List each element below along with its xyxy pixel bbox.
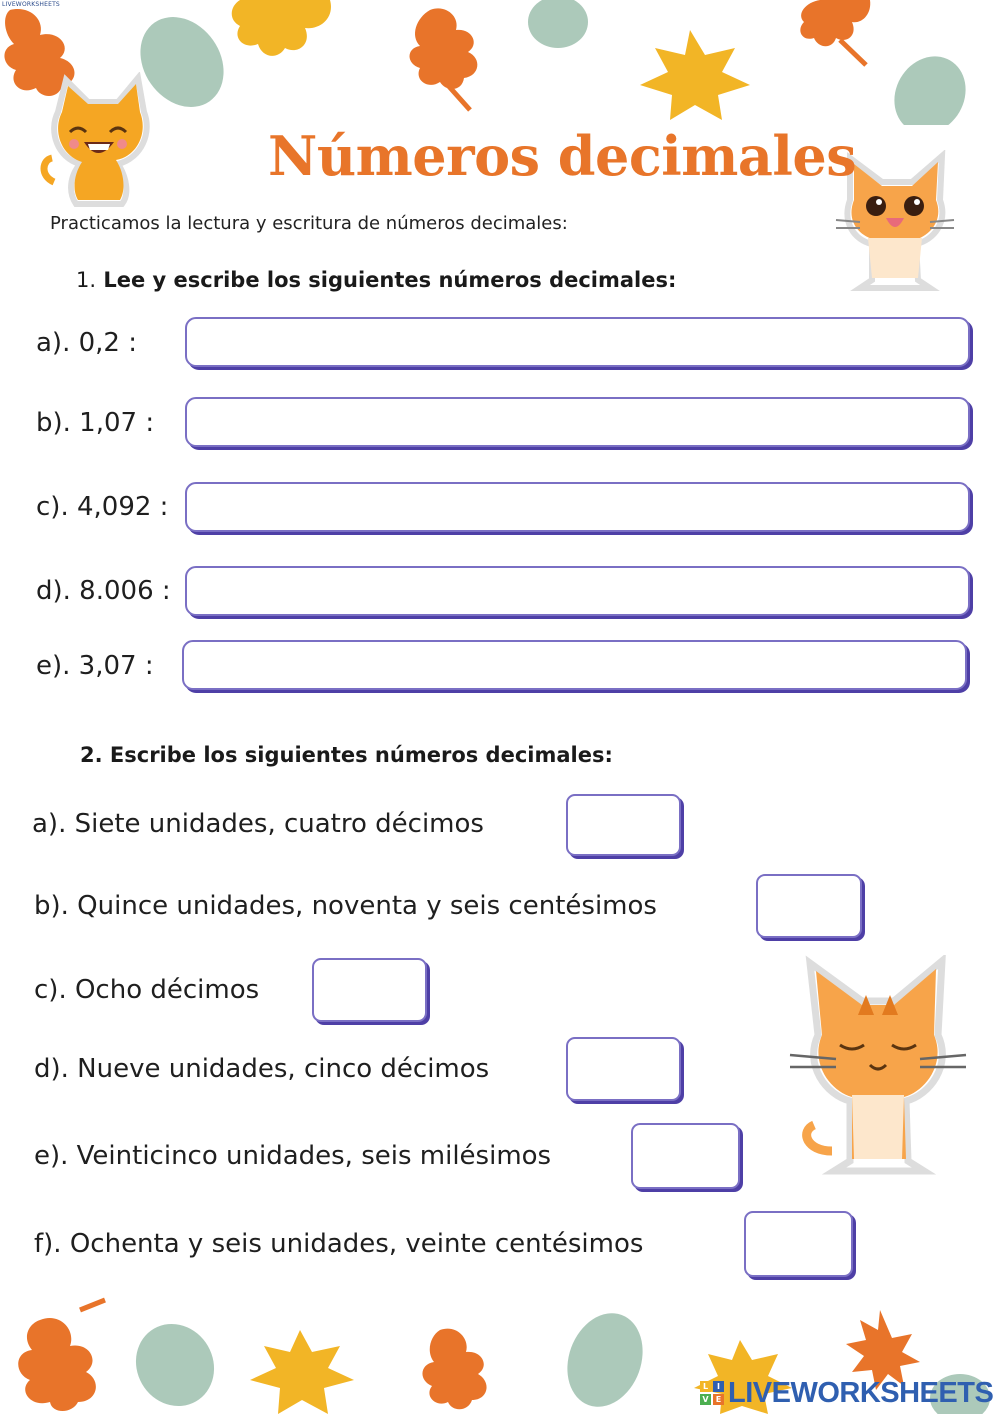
section-1-label-b: b). 1,07 : xyxy=(36,408,155,438)
section-1-answer-box-e[interactable] xyxy=(182,640,967,690)
liveworksheets-logo-icon: L I V E xyxy=(700,1381,724,1405)
section-2-label-e: e). Veinticinco unidades, seis milésimos xyxy=(34,1141,552,1171)
section-1-answer-box-b[interactable] xyxy=(185,397,970,447)
section-2-answer-box-e[interactable] xyxy=(631,1123,740,1189)
section-2-answer-box-d[interactable] xyxy=(566,1037,681,1101)
section-2-heading: 2. Escribe los siguientes números decimales: xyxy=(80,743,613,767)
section-2-label-d: d). Nueve unidades, cinco décimos xyxy=(34,1054,490,1084)
section-2-label-b: b). Quince unidades, noventa y seis centésimos xyxy=(34,891,657,921)
section-1-label-e: e). 3,07 : xyxy=(36,651,154,681)
liveworksheets-logo-text: LIVEWORKSHEETS xyxy=(728,1376,994,1409)
page-title: Números decimales xyxy=(268,124,857,188)
section-1-label-a: a). 0,2 : xyxy=(36,328,137,358)
section-2-label-c: c). Ocho décimos xyxy=(34,975,260,1005)
section-2-answer-box-a[interactable] xyxy=(566,794,681,856)
cat-smiling-illustration xyxy=(38,72,168,212)
cat-calm-illustration xyxy=(770,955,985,1180)
section-2-label-a: a). Siete unidades, cuatro décimos xyxy=(32,809,484,839)
section-2-answer-box-c[interactable] xyxy=(312,958,427,1022)
section-2-answer-box-f[interactable] xyxy=(744,1211,853,1277)
section-2-answer-box-b[interactable] xyxy=(756,874,862,938)
section-1-label-d: d). 8.006 : xyxy=(36,576,171,606)
page-subtitle: Practicamos la lectura y escritura de números decimales: xyxy=(50,213,568,234)
section-2-label-f: f). Ochenta y seis unidades, veinte centésimos xyxy=(34,1229,644,1259)
liveworksheets-logo[interactable] xyxy=(700,1376,993,1410)
section-1-heading-text: Lee y escribe los siguientes números decimales: xyxy=(103,268,677,292)
section-1-answer-box-d[interactable] xyxy=(185,566,970,616)
section-1-label-c: c). 4,092 : xyxy=(36,492,169,522)
section-1-answer-box-c[interactable] xyxy=(185,482,970,532)
section-1-number: 1. xyxy=(76,268,97,292)
watermark-text: LIVEWORKSHEETS xyxy=(2,1,60,8)
section-1-answer-box-a[interactable] xyxy=(185,317,970,367)
section-1-heading xyxy=(76,268,676,292)
